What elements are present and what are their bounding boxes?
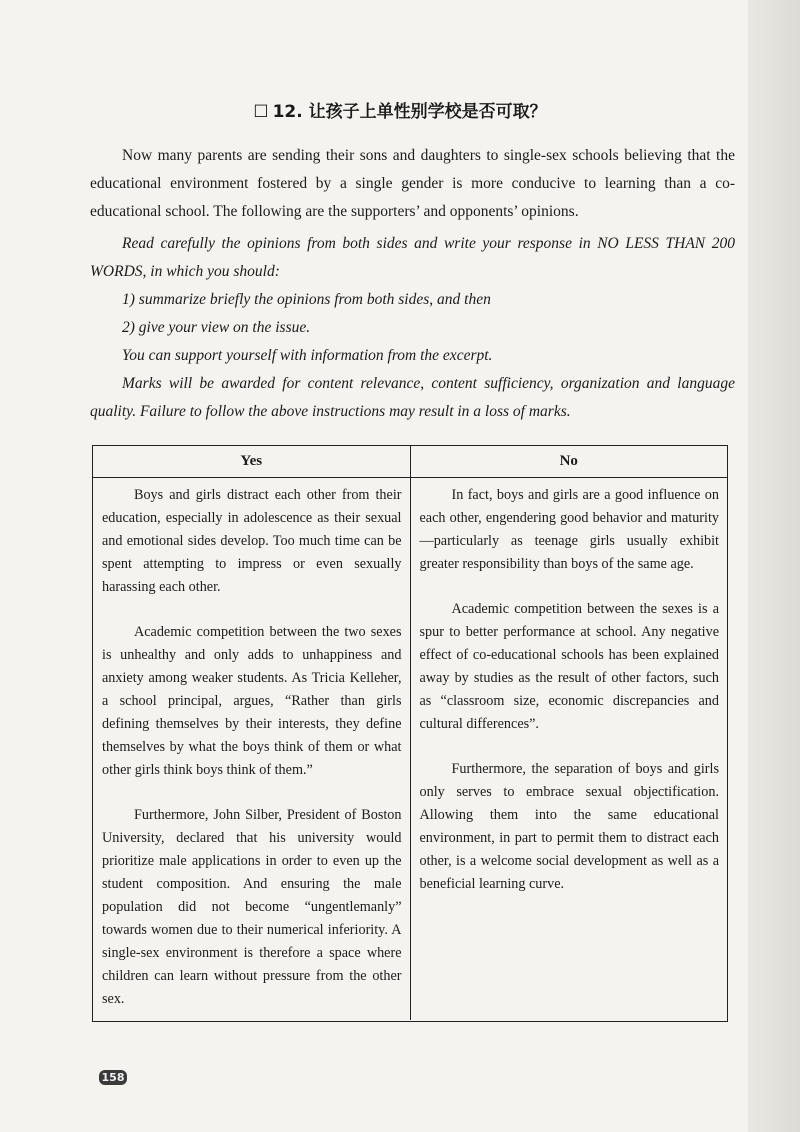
no-paragraph: Furthermore, the separation of boys and girls only serves to embrace sexual objectification. Allowing them into the same educational environment, in part to permit them to distract each other, is a welcome social development as well as a beneficial learning curve. xyxy=(419,761,719,892)
page-title xyxy=(0,97,800,122)
title-text: 12. 让孩子上单性别学校是否可取？ xyxy=(272,102,547,122)
no-paragraph: In fact, boys and girls are a good influence on each other, engendering good behavior and maturity—particularly as teenage girls usually exhibit greater responsibility than boys of the same age. xyxy=(419,487,719,572)
yes-paragraph: Furthermore, John Silber, President of Boston University, declared that his university would prioritize male applications in order to even up the student composition. And ensuring the male population did not become “ungentlemanly” towards women due to their numerical inferiority. A single-sex environment is therefore a space where children can learn without pressure from the other sex. xyxy=(102,807,402,1007)
intro-paragraph: Now many parents are sending their sons and daughters to single-sex schools believing that the educational environment fostered by a single gender is more conducive to learning than a co-educational school. The following are the supporters’ and opponents’ opinions. xyxy=(90,147,735,220)
yes-paragraph: Boys and girls distract each other from their education, especially in adolescence as their sexual and emotional sides develop. Too much time can be spent attempting to impress or even sexually harassing each other. xyxy=(102,487,402,595)
yes-column xyxy=(93,478,411,1020)
yes-header: Yes xyxy=(93,446,411,477)
marks-note: Marks will be awarded for content relevance, content sufficiency, organization and language quality. Failure to follow the above instructions may result in a loss of marks. xyxy=(90,375,735,420)
instruction-item-2: 2) give your view on the issue. xyxy=(122,319,311,336)
page-number: 158 xyxy=(99,1070,127,1085)
yes-paragraph: Academic competition between the two sexes is unhealthy and only adds to unhappiness and anxiety among weaker students. As Tricia Kelleher, a school principal, argues, “Rather than girls defining themselves by their interests, they define themselves by what the boys think of them or what other girls think boys think of them.” xyxy=(102,624,402,778)
instruction-text: Read carefully the opinions from both sides and write your response in NO LESS THAN 200 WORDS, in which you should: xyxy=(90,235,735,280)
no-column xyxy=(411,478,728,1020)
intro-section xyxy=(90,142,735,426)
no-header: No xyxy=(559,453,578,469)
support-note: You can support yourself with information from the excerpt. xyxy=(122,347,493,364)
checkbox-icon: ☐ xyxy=(253,102,269,122)
page-edge xyxy=(748,0,800,1132)
opinions-table xyxy=(92,445,728,1022)
no-paragraph: Academic competition between the sexes is a spur to better performance at school. Any negative effect of co-educational schools has been explained away by studies as the result of other factors, such as “classroom size, economic discrepancies and cultural differences”. xyxy=(419,601,719,732)
instruction-item-1: 1) summarize briefly the opinions from both sides, and then xyxy=(122,291,491,308)
table-header xyxy=(93,446,727,478)
